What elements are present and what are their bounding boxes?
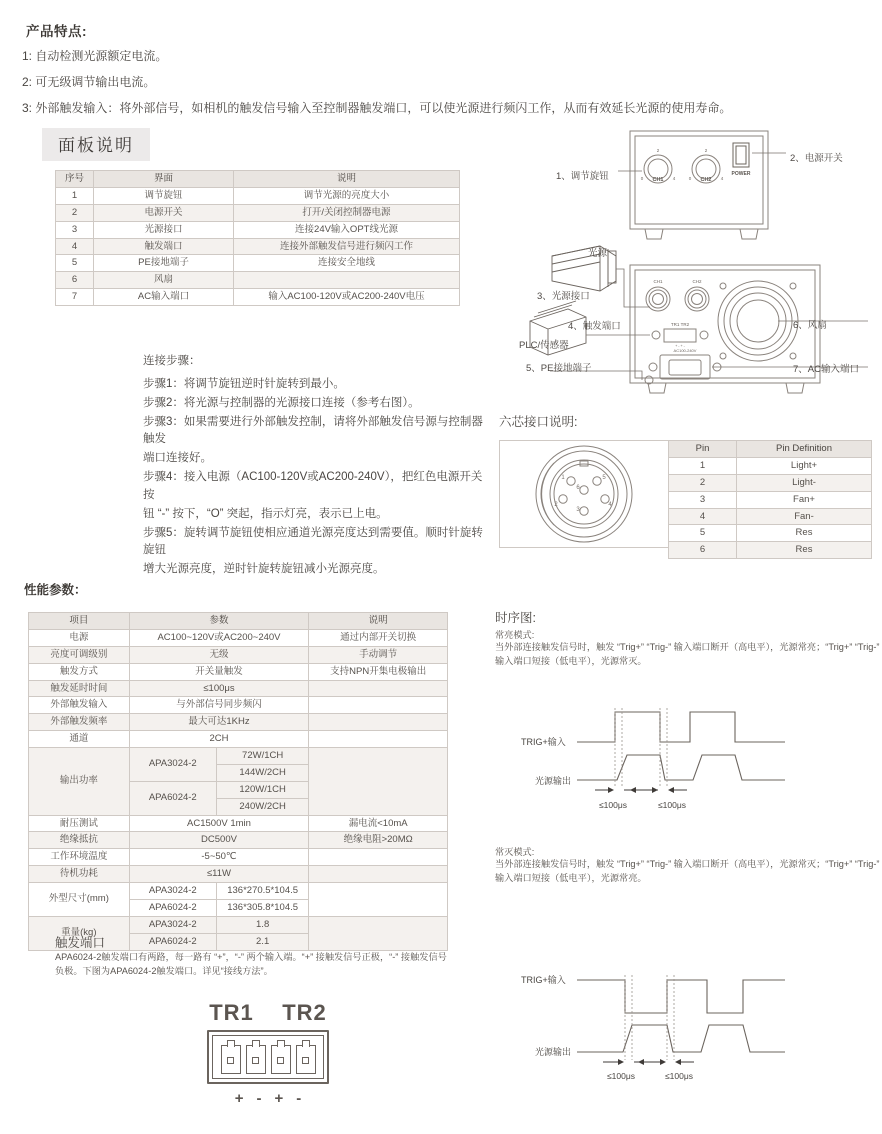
cell-note [309, 849, 448, 866]
cell-output-power-label: 输出功率 [29, 748, 130, 816]
callout-adjust-knob: 1、调节旋钮 [556, 171, 609, 182]
power-label: POWER [731, 171, 751, 177]
connection-step-1: 步骤1：将调节旋钮逆时针旋转到最小。 [143, 378, 345, 390]
trigger-port-title: 触发端口 [55, 936, 106, 950]
timing-axis-output-label-2: 光源输出 [535, 1047, 572, 1057]
cell-model: APA3024-2 [129, 916, 216, 933]
tr1-label: TR1 [209, 1000, 254, 1025]
table-row [29, 849, 448, 866]
cell-item: 触发延时时间 [29, 680, 130, 697]
cell-interface: 光源接口 [94, 221, 234, 238]
connection-step-4: 步骤4：接入电源（AC100-120V或AC200-240V），把红色电源开关按 [143, 471, 483, 501]
cell-pin: 5 [669, 525, 737, 542]
cell-pin-def: Res [737, 542, 872, 559]
rear-ch1-label: CH1 [653, 279, 663, 284]
cell-param: AC1500V 1min [129, 815, 309, 832]
knob-scale-max-ch2: 4 [720, 176, 724, 181]
timing-delay-3: ≤100μs [607, 1071, 635, 1081]
cell-item: 工作环境温度 [29, 849, 130, 866]
connection-step-2: 步骤2：将光源与控制器的光源接口连接（参考右图）。 [143, 396, 420, 409]
cell-note [309, 680, 448, 697]
cell-desc: 连接外部触发信号进行频闪工作 [234, 238, 460, 255]
table-row [29, 866, 448, 883]
cell-interface: 触发端口 [94, 238, 234, 255]
cell-note [309, 916, 448, 950]
cell-note: 手动调节 [309, 646, 448, 663]
table-row [29, 663, 448, 680]
cell-item: 电源 [29, 629, 130, 646]
cell-interface: PE接地端子 [94, 255, 234, 272]
callout-light-port: 3、光源接口 [537, 291, 590, 302]
cell-pin: 2 [669, 474, 737, 491]
always-off-mode-label: 常灭模式: [495, 847, 535, 857]
timing-axis-trig-label: TRIG+输入 [521, 737, 566, 747]
cell-note: 支持NPN开集电极输出 [309, 663, 448, 680]
cell-interface: 调节旋钮 [94, 187, 234, 204]
panel-description-table [55, 170, 460, 306]
cell-note [309, 883, 448, 917]
cell-pin: 1 [669, 457, 737, 474]
cell-param: 最大可达1KHz [129, 714, 309, 731]
knob-scale-min-ch1: 0 [640, 176, 644, 181]
connection-step-5-cont: 增大光源亮度，逆时针旋转旋钮减小光源亮度。 [143, 563, 385, 576]
table-row [56, 272, 460, 289]
trigger-pin-4 [296, 1040, 316, 1074]
cell-item: 外部触发频率 [29, 714, 130, 731]
cell-param: 2CH [129, 731, 309, 748]
timing-axis-output-label: 光源输出 [535, 776, 572, 786]
cell-no: 7 [56, 289, 94, 306]
table-row [29, 697, 448, 714]
trigger-sign-4: - [296, 1090, 302, 1107]
knob-label-ch2: CH2 [700, 177, 712, 183]
col-header-no: 序号 [56, 171, 94, 188]
always-on-mode-label: 常亮模式: [495, 630, 535, 640]
trigger-sign-2: - [256, 1090, 262, 1107]
cell-dimension-value: 136*270.5*104.5 [216, 883, 308, 900]
always-on-mode-text: 当外部连接触发信号时，触发 “Trig+” “Trig-” 输入端口断开（高电平），光源常亮；“Trig+” “Trig-” 输入端口短接（低电平），光源常灭。 [495, 642, 880, 667]
trigger-pin-3 [271, 1040, 291, 1074]
callout-fan: 6、风扇 [793, 320, 827, 331]
col-header-desc: 说明 [234, 171, 460, 188]
timing-delay-4: ≤100μs [665, 1071, 693, 1081]
trigger-pin-2 [246, 1040, 266, 1074]
cell-no: 5 [56, 255, 94, 272]
table-row [29, 748, 448, 765]
connection-steps [143, 352, 483, 580]
cell-item: 待机功耗 [29, 866, 130, 883]
cell-pin-def: Res [737, 525, 872, 542]
timing-delay-2: ≤100μs [658, 800, 686, 810]
table-row [29, 832, 448, 849]
timing-diagram-always-off [495, 955, 880, 1085]
cell-note [309, 748, 448, 816]
knob-scale-top-ch2: 2 [704, 148, 708, 153]
cell-param: ≤11W [129, 866, 309, 883]
connection-step-5: 步骤5：旋转调节旋钮使相应通道光源亮度达到需要值。顺时针旋转旋钮 [143, 526, 483, 557]
six-pin-drawing-box [499, 440, 669, 548]
knob-scale-min-ch2: 0 [688, 176, 692, 181]
cell-param: 无级 [129, 646, 309, 663]
cell-pin-def: Light+ [737, 457, 872, 474]
trigger-connector-body [207, 1030, 329, 1084]
feature-item-3: 3: 外部触发输入：将外部信号，如相机的触发信号输入至控制器触发端口，可以使光源进行频闪工作，从而有效延长光源的使用寿命。 [22, 101, 732, 115]
cell-note [309, 866, 448, 883]
pin-num-6: 6 [576, 485, 580, 491]
performance-parameters-table [28, 612, 448, 951]
pin-num-2: 2 [554, 502, 558, 508]
trigger-sign-1: + [234, 1090, 244, 1107]
cell-model: APA6024-2 [129, 781, 216, 815]
table-row [56, 255, 460, 272]
cell-desc [234, 272, 460, 289]
cell-desc: 打开/关闭控制器电源 [234, 204, 460, 221]
features-title: 产品特点: [26, 24, 87, 39]
cell-model: APA6024-2 [129, 933, 216, 950]
pin-num-1: 1 [561, 475, 565, 481]
knob-scale-max-ch1: 4 [672, 176, 676, 181]
cell-weight-value: 2.1 [216, 933, 308, 950]
cell-note: 通过内部开关切换 [309, 629, 448, 646]
callout-pe-terminal: 5、PE接地端子 [526, 363, 592, 374]
cell-desc: 输入AC100-120V或AC200-240V电压 [234, 289, 460, 306]
connection-step-3: 步骤3：如果需要进行外部触发控制，请将外部触发信号源与控制器触发 [143, 415, 483, 446]
label-plc-sensor: PLC/传感器 [519, 340, 569, 351]
table-header-row [29, 613, 448, 630]
cell-desc: 连接安全地线 [234, 255, 460, 272]
pin-num-4: 4 [608, 502, 612, 508]
cell-power-value: 144W/2CH [216, 764, 308, 781]
cell-pin: 4 [669, 508, 737, 525]
cell-interface: 风扇 [94, 272, 234, 289]
cell-pin-def: Fan- [737, 508, 872, 525]
table-row [669, 542, 872, 559]
table-row [669, 457, 872, 474]
table-row [29, 883, 448, 900]
table-row [29, 680, 448, 697]
table-header-row [669, 441, 872, 458]
table-row [29, 815, 448, 832]
cell-model: APA3024-2 [129, 883, 216, 900]
trigger-polarity-signs [178, 1090, 358, 1107]
trigger-connector-inner [212, 1035, 324, 1079]
cell-no: 1 [56, 187, 94, 204]
table-row [56, 221, 460, 238]
cell-param: 与外部信号同步频闪 [129, 697, 309, 714]
callout-trigger-port: 4、触发端口 [568, 321, 621, 332]
cell-model: APA6024-2 [129, 899, 216, 916]
pin-num-5: 5 [602, 475, 606, 481]
cell-power-value: 240W/2CH [216, 798, 308, 815]
timing-diagram-title: 时序图: [495, 611, 536, 625]
rear-ac-label: AC100-240V [673, 348, 697, 353]
cell-power-value: 72W/1CH [216, 748, 308, 765]
label-light-source: 光源 [588, 248, 608, 259]
pin-num-3: 3 [576, 507, 580, 513]
feature-item-2: 2: 可无级调节输出电流。 [22, 75, 156, 89]
cell-note [309, 714, 448, 731]
cell-item: 通道 [29, 731, 130, 748]
cell-item: 外部触发输入 [29, 697, 130, 714]
timing-diagram-always-on [495, 700, 880, 820]
front-panel-illustration [490, 128, 882, 248]
panel-description-heading: 面板说明 [42, 128, 150, 161]
table-row [56, 204, 460, 221]
cell-weight-label: 重量(kg) [29, 916, 130, 950]
col-header-pin-definition: Pin Definition [737, 441, 872, 458]
cell-dimension-value: 136*305.8*104.5 [216, 899, 308, 916]
cell-item: 亮度可调级别 [29, 646, 130, 663]
cell-param: ≤100μs [129, 680, 309, 697]
trigger-pin-1 [221, 1040, 241, 1074]
rear-tr-signs: + - + - [675, 344, 685, 348]
tr2-label: TR2 [282, 1000, 327, 1025]
table-row [56, 289, 460, 306]
table-row [29, 714, 448, 731]
rear-ch2-label: CH2 [692, 279, 702, 284]
cell-interface: AC输入端口 [94, 289, 234, 306]
table-row [669, 508, 872, 525]
table-row [669, 491, 872, 508]
callout-ac-input: 7、AC输入端口 [793, 364, 859, 375]
cell-pin: 3 [669, 491, 737, 508]
connection-step-3-cont: 端口连接好。 [143, 452, 212, 465]
trigger-sign-3: + [274, 1090, 284, 1107]
timing-axis-trig-label-2: TRIG+输入 [521, 975, 566, 985]
col-header-item: 项目 [29, 613, 130, 630]
cell-dimensions-label: 外型尺寸(mm) [29, 883, 130, 917]
cell-param: DC500V [129, 832, 309, 849]
cell-item: 绝缘抵抗 [29, 832, 130, 849]
always-off-mode-text: 当外部连接触发信号时，触发 “Trig+” “Trig-” 输入端口断开（高电平），光源常灭；“Trig+” “Trig-” 输入端口短接（低电平），光源常亮。 [495, 859, 880, 884]
cell-no: 6 [56, 272, 94, 289]
table-row [669, 474, 872, 491]
callout-power-switch: 2、电源开关 [790, 153, 843, 164]
cell-param: -5~50℃ [129, 849, 309, 866]
col-header-pin: Pin [669, 441, 737, 458]
timing-delay-1: ≤100μs [599, 800, 627, 810]
cell-param: AC100~120V或AC200~240V [129, 629, 309, 646]
table-row [56, 187, 460, 204]
trigger-port-text: APA6024-2触发端口有两路，每一路有 “+”，“-” 两个输入端。“+” 接触发信号正极，“-” 接触发信号负极。下图为APA6024-2触发端口。详见“接线方法”。 [55, 952, 447, 977]
cell-no: 4 [56, 238, 94, 255]
cell-no: 2 [56, 204, 94, 221]
table-row [29, 731, 448, 748]
cell-no: 3 [56, 221, 94, 238]
cell-note [309, 731, 448, 748]
cell-note: 绝缘电阻>20MΩ [309, 832, 448, 849]
table-row [669, 525, 872, 542]
six-pin-definition-table [668, 440, 872, 559]
table-row [29, 916, 448, 933]
table-header-row [56, 171, 460, 188]
cell-note [309, 697, 448, 714]
six-pin-section-title: 六芯接口说明: [499, 415, 578, 429]
trigger-connector-figure [178, 1000, 358, 1107]
cell-note: 漏电流<10mA [309, 815, 448, 832]
trigger-connector-labels [178, 1000, 358, 1026]
table-row [29, 646, 448, 663]
table-row [29, 629, 448, 646]
cell-item: 触发方式 [29, 663, 130, 680]
cell-desc: 调节光源的亮度大小 [234, 187, 460, 204]
six-pin-connector-drawing [500, 441, 668, 547]
connection-step-4-cont: 钮 “-” 按下，“O” 突起，指示灯亮，表示已上电。 [143, 507, 388, 520]
cell-pin-def: Light- [737, 474, 872, 491]
connection-steps-lead: 连接步骤： [143, 355, 201, 367]
col-header-note: 说明 [309, 613, 448, 630]
cell-param: 开关量触发 [129, 663, 309, 680]
rear-tr-label: TR1 TR2 [670, 322, 690, 327]
table-row [56, 238, 460, 255]
col-header-param: 参数 [129, 613, 309, 630]
knob-scale-top-ch1: 2 [656, 148, 660, 153]
col-header-interface: 界面 [94, 171, 234, 188]
cell-weight-value: 1.8 [216, 916, 308, 933]
performance-parameters-title: 性能参数： [24, 583, 87, 597]
knob-label-ch1: CH1 [652, 177, 664, 183]
feature-item-1: 1: 自动检测光源额定电流。 [22, 49, 168, 63]
cell-power-value: 120W/1CH [216, 781, 308, 798]
cell-pin-def: Fan+ [737, 491, 872, 508]
cell-item: 耐压测试 [29, 815, 130, 832]
cell-pin: 6 [669, 542, 737, 559]
cell-model: APA3024-2 [129, 748, 216, 782]
cell-interface: 电源开关 [94, 204, 234, 221]
cell-desc: 连接24V输入OPT线光源 [234, 221, 460, 238]
